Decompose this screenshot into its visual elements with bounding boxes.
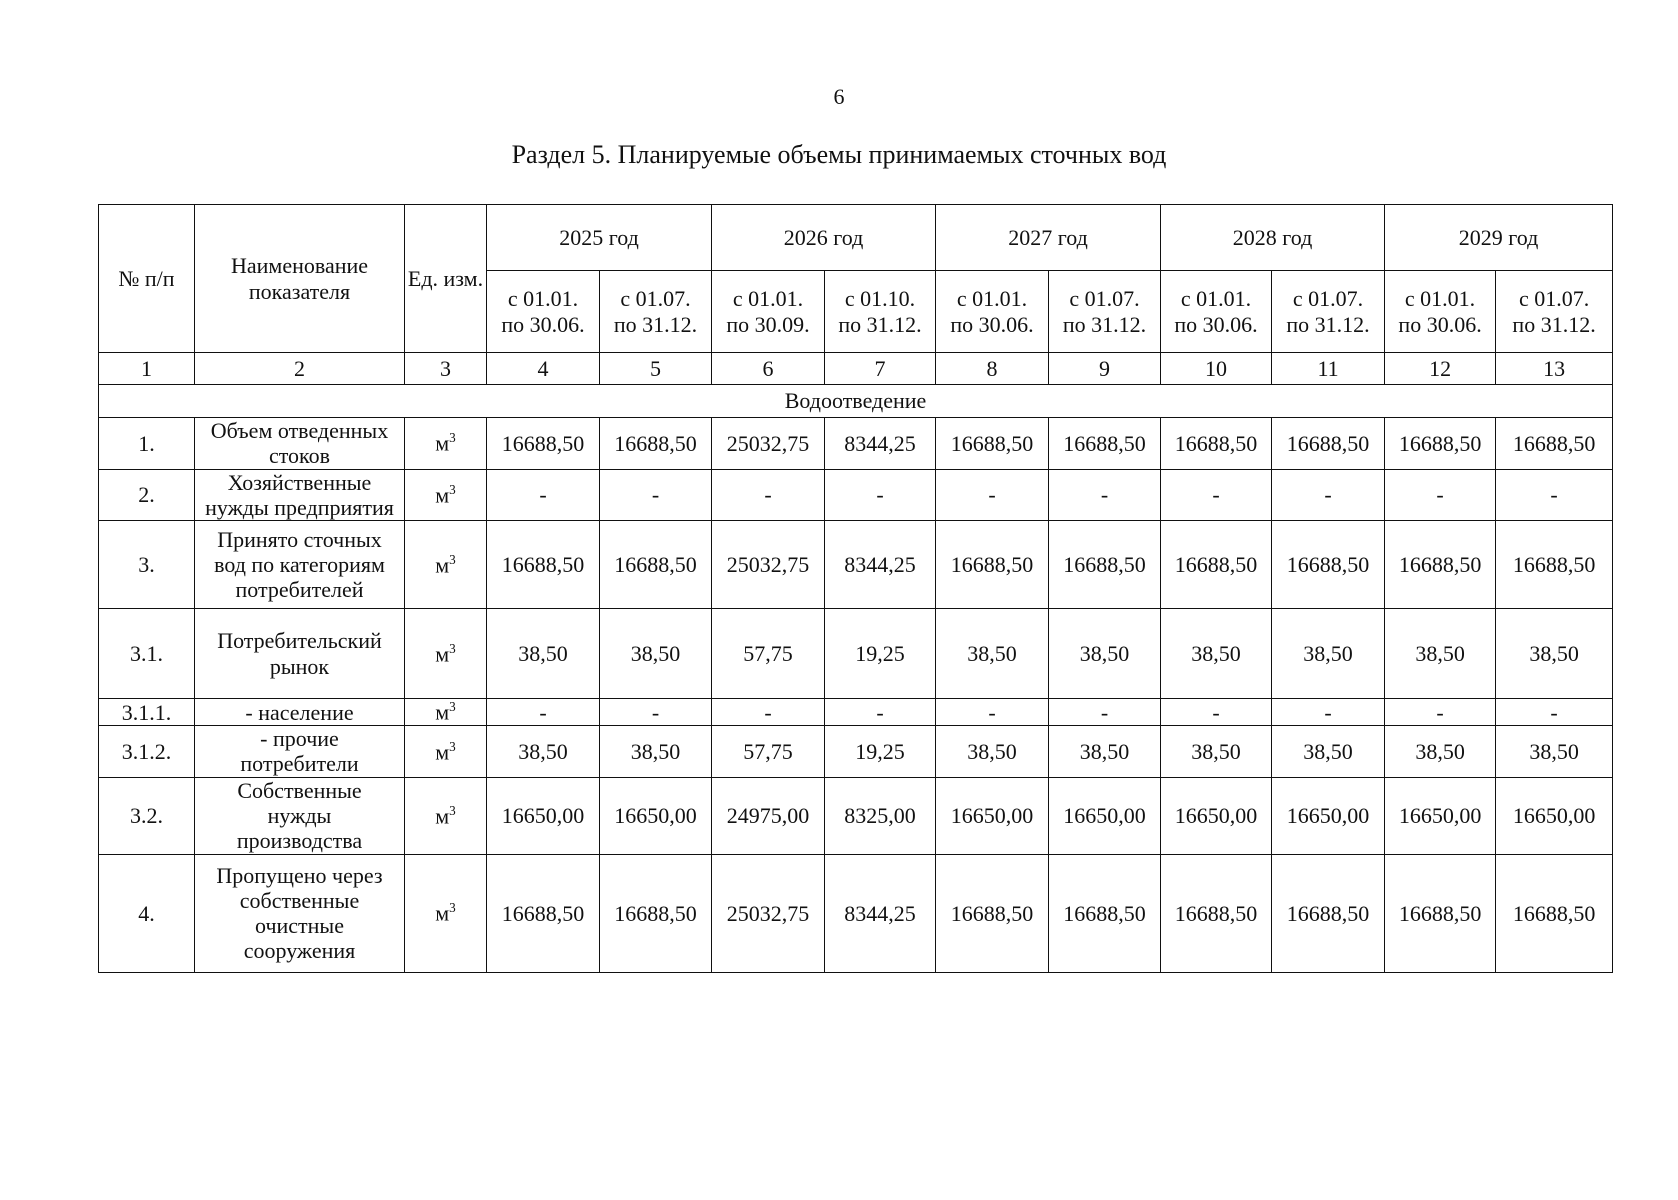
table-row bbox=[99, 699, 1613, 726]
value-cell: 16688,50 bbox=[1161, 418, 1272, 470]
value-cell: 8344,25 bbox=[825, 521, 936, 609]
table-row bbox=[99, 609, 1613, 699]
column-number: 6 bbox=[712, 353, 825, 385]
unit-exponent: 3 bbox=[449, 900, 456, 916]
unit-exponent: 3 bbox=[449, 551, 456, 567]
column-number: 8 bbox=[936, 353, 1049, 385]
indicator-name-line: - прочие bbox=[260, 726, 339, 752]
value-cell: 16688,50 bbox=[1496, 854, 1613, 972]
value-cell: 16650,00 bbox=[1161, 777, 1272, 854]
period-start: с 01.07. bbox=[620, 286, 691, 312]
unit-exponent: 3 bbox=[449, 738, 456, 754]
period-end: по 31.12. bbox=[1512, 311, 1596, 337]
column-number-row bbox=[99, 353, 1613, 385]
unit-base: м bbox=[435, 430, 450, 456]
value-cell: - bbox=[1161, 469, 1272, 521]
value-cell: - bbox=[1161, 699, 1272, 726]
indicator-name-line: Хозяйственные bbox=[227, 469, 372, 495]
indicator-name-line: стоков bbox=[268, 443, 331, 469]
value-cell: 16688,50 bbox=[1272, 418, 1385, 470]
header-period bbox=[1049, 271, 1161, 353]
value-cell: 16688,50 bbox=[487, 854, 600, 972]
indicator-name bbox=[195, 469, 405, 521]
period-start: с 01.01. bbox=[1180, 286, 1252, 312]
indicator-name-line: собственные bbox=[239, 887, 360, 913]
value-cell: 16688,50 bbox=[1496, 418, 1613, 470]
header-period bbox=[936, 271, 1049, 353]
value-cell: - bbox=[1272, 469, 1385, 521]
column-number: 3 bbox=[405, 353, 487, 385]
header-row-years bbox=[99, 205, 1613, 271]
indicator-name bbox=[195, 777, 405, 854]
period-end: по 30.06. bbox=[1174, 311, 1258, 337]
value-cell: - bbox=[712, 469, 825, 521]
unit-base: м bbox=[435, 699, 450, 725]
value-cell: 16650,00 bbox=[1385, 777, 1496, 854]
header-year: 2029 год bbox=[1385, 205, 1613, 271]
row-number: 3. bbox=[99, 521, 195, 609]
period-end: по 30.06. bbox=[950, 311, 1034, 337]
indicator-name-line: потребители bbox=[240, 751, 359, 777]
value-cell: - bbox=[487, 469, 600, 521]
period-end: по 31.12. bbox=[613, 311, 698, 337]
page-number: 6 bbox=[833, 84, 845, 109]
value-cell: 16688,50 bbox=[600, 521, 712, 609]
indicator-name bbox=[195, 854, 405, 972]
period-start: с 01.10. bbox=[844, 286, 916, 312]
header-unit: Ед. изм. bbox=[405, 205, 487, 353]
value-cell: 38,50 bbox=[1161, 609, 1272, 699]
table-row bbox=[99, 418, 1613, 470]
section-label: Водоотведение bbox=[99, 385, 1613, 418]
period-end: по 31.12. bbox=[838, 311, 922, 337]
table-row bbox=[99, 521, 1613, 609]
indicator-name-line: рынок bbox=[269, 653, 330, 679]
value-cell: - bbox=[825, 699, 936, 726]
column-number: 11 bbox=[1272, 353, 1385, 385]
period-start: с 01.07. bbox=[1292, 286, 1364, 312]
header-name: Наименование показателя bbox=[195, 205, 405, 353]
section-title: Раздел 5. Планируемые объемы принимаемых сточных вод bbox=[511, 140, 1167, 169]
value-cell: 16650,00 bbox=[1496, 777, 1613, 854]
column-number: 12 bbox=[1385, 353, 1496, 385]
table-row bbox=[99, 726, 1613, 778]
value-cell: 8344,25 bbox=[825, 418, 936, 470]
table-body bbox=[99, 205, 1613, 973]
value-cell: - bbox=[1272, 699, 1385, 726]
indicator-name-line: Пропущено через bbox=[216, 862, 383, 888]
value-cell: 16688,50 bbox=[600, 854, 712, 972]
indicator-name-line: Принято сточных bbox=[217, 526, 382, 552]
unit-exponent: 3 bbox=[449, 430, 456, 446]
unit-exponent: 3 bbox=[449, 802, 456, 818]
value-cell: 16688,50 bbox=[1385, 521, 1496, 609]
indicator-name bbox=[195, 521, 405, 609]
value-cell: 38,50 bbox=[600, 726, 712, 778]
indicator-name-line: Собственные bbox=[237, 777, 362, 803]
value-cell: 38,50 bbox=[1049, 726, 1161, 778]
header-period bbox=[1272, 271, 1385, 353]
value-cell: 19,25 bbox=[825, 726, 936, 778]
value-cell: 16650,00 bbox=[1272, 777, 1385, 854]
value-cell: 19,25 bbox=[825, 609, 936, 699]
value-cell: 16688,50 bbox=[600, 418, 712, 470]
value-cell: - bbox=[1049, 699, 1161, 726]
header-period bbox=[487, 271, 600, 353]
column-number: 7 bbox=[825, 353, 936, 385]
period-start: с 01.01. bbox=[1404, 286, 1476, 312]
value-cell: - bbox=[712, 699, 825, 726]
value-cell: - bbox=[600, 699, 712, 726]
value-cell: 38,50 bbox=[1385, 609, 1496, 699]
value-cell: 16688,50 bbox=[936, 521, 1049, 609]
unit-base: м bbox=[435, 803, 450, 829]
header-year: 2028 год bbox=[1161, 205, 1385, 271]
indicator-name bbox=[195, 609, 405, 699]
indicator-name-line: Объем отведенных bbox=[210, 418, 389, 443]
value-cell: 16688,50 bbox=[1385, 418, 1496, 470]
period-end: по 30.06. bbox=[1398, 311, 1482, 337]
unit-exponent: 3 bbox=[449, 699, 456, 715]
value-cell: - bbox=[936, 699, 1049, 726]
period-end: по 31.12. bbox=[1286, 311, 1370, 337]
header-num: № п/п bbox=[99, 205, 195, 353]
period-start: с 01.01. bbox=[956, 286, 1028, 312]
value-cell: 24975,00 bbox=[712, 777, 825, 854]
value-cell: 16650,00 bbox=[1049, 777, 1161, 854]
value-cell: 16688,50 bbox=[1161, 854, 1272, 972]
value-cell: 16688,50 bbox=[936, 854, 1049, 972]
column-number: 4 bbox=[487, 353, 600, 385]
value-cell: - bbox=[1496, 699, 1613, 726]
value-cell: 16650,00 bbox=[487, 777, 600, 854]
value-cell: - bbox=[487, 699, 600, 726]
header-period bbox=[600, 271, 712, 353]
value-cell: 38,50 bbox=[936, 609, 1049, 699]
unit-cell bbox=[405, 469, 487, 521]
value-cell: 16688,50 bbox=[1272, 854, 1385, 972]
header-year: 2025 год bbox=[487, 205, 712, 271]
indicator-name-line: очистные bbox=[255, 913, 344, 939]
indicator-name-line: сооружения bbox=[243, 938, 356, 964]
row-number: 3.1.2. bbox=[99, 726, 195, 778]
unit-base: м bbox=[435, 739, 450, 764]
period-start: с 01.07. bbox=[1069, 286, 1140, 312]
column-number: 9 bbox=[1049, 353, 1161, 385]
unit-base: м bbox=[435, 552, 450, 578]
value-cell: 38,50 bbox=[1161, 726, 1272, 778]
unit-base: м bbox=[435, 482, 450, 508]
period-start: с 01.07. bbox=[1518, 286, 1590, 312]
planned-volumes-table bbox=[98, 204, 1613, 973]
unit-cell bbox=[405, 777, 487, 854]
unit-cell bbox=[405, 699, 487, 726]
column-number: 13 bbox=[1496, 353, 1613, 385]
indicator-name-line: нужды предприятия bbox=[205, 494, 394, 520]
value-cell: 38,50 bbox=[1272, 609, 1385, 699]
value-cell: - bbox=[600, 469, 712, 521]
value-cell: 25032,75 bbox=[712, 854, 825, 972]
value-cell: 16688,50 bbox=[487, 418, 600, 470]
value-cell: 16688,50 bbox=[1272, 521, 1385, 609]
row-number: 3.1.1. bbox=[99, 699, 195, 726]
header-period bbox=[1161, 271, 1272, 353]
value-cell: 16688,50 bbox=[1385, 854, 1496, 972]
value-cell: 38,50 bbox=[487, 726, 600, 778]
row-number: 3.1. bbox=[99, 609, 195, 699]
value-cell: - bbox=[825, 469, 936, 521]
unit-cell bbox=[405, 418, 487, 470]
unit-cell bbox=[405, 521, 487, 609]
row-number: 2. bbox=[99, 469, 195, 521]
value-cell: 38,50 bbox=[600, 609, 712, 699]
value-cell: - bbox=[936, 469, 1049, 521]
unit-base: м bbox=[435, 900, 450, 926]
value-cell: 38,50 bbox=[1496, 726, 1613, 778]
value-cell: 16688,50 bbox=[1049, 521, 1161, 609]
value-cell: 25032,75 bbox=[712, 418, 825, 470]
indicator-name-line: потребителей bbox=[235, 577, 364, 603]
header-period bbox=[1385, 271, 1496, 353]
unit-exponent: 3 bbox=[449, 482, 456, 498]
column-number: 10 bbox=[1161, 353, 1272, 385]
header-year: 2026 год bbox=[712, 205, 936, 271]
header-year: 2027 год bbox=[936, 205, 1161, 271]
section-row bbox=[99, 385, 1613, 418]
value-cell: 8344,25 bbox=[825, 854, 936, 972]
header-period bbox=[712, 271, 825, 353]
value-cell: 38,50 bbox=[936, 726, 1049, 778]
value-cell: - bbox=[1049, 469, 1161, 521]
unit-cell bbox=[405, 854, 487, 972]
period-end: по 31.12. bbox=[1062, 311, 1147, 337]
value-cell: 8325,00 bbox=[825, 777, 936, 854]
value-cell: 25032,75 bbox=[712, 521, 825, 609]
column-number: 1 bbox=[99, 353, 195, 385]
value-cell: 57,75 bbox=[712, 726, 825, 778]
table-row bbox=[99, 777, 1613, 854]
indicator-name-line: - население bbox=[245, 699, 354, 725]
period-end: по 30.09. bbox=[726, 311, 810, 337]
period-start: с 01.01. bbox=[507, 286, 579, 312]
period-start: с 01.01. bbox=[732, 286, 804, 312]
column-number: 2 bbox=[195, 353, 405, 385]
unit-exponent: 3 bbox=[449, 640, 456, 656]
value-cell: 16688,50 bbox=[1049, 854, 1161, 972]
value-cell: 38,50 bbox=[1272, 726, 1385, 778]
value-cell: 16688,50 bbox=[1496, 521, 1613, 609]
unit-base: м bbox=[435, 641, 450, 667]
value-cell: - bbox=[1385, 699, 1496, 726]
value-cell: 38,50 bbox=[487, 609, 600, 699]
indicator-name bbox=[195, 418, 405, 470]
row-number: 4. bbox=[99, 854, 195, 972]
value-cell: 57,75 bbox=[712, 609, 825, 699]
period-end: по 30.06. bbox=[501, 311, 585, 337]
value-cell: 16650,00 bbox=[936, 777, 1049, 854]
column-number: 5 bbox=[600, 353, 712, 385]
indicator-name-line: Потребительский bbox=[217, 628, 382, 654]
indicator-name-line: производства bbox=[236, 828, 363, 854]
value-cell: 16688,50 bbox=[1049, 418, 1161, 470]
value-cell: - bbox=[1385, 469, 1496, 521]
unit-cell bbox=[405, 609, 487, 699]
indicator-name bbox=[195, 699, 405, 726]
value-cell: 16688,50 bbox=[487, 521, 600, 609]
row-number: 3.2. bbox=[99, 777, 195, 854]
header-period bbox=[825, 271, 936, 353]
indicator-name-line: вод по категориям bbox=[214, 552, 385, 578]
table-row bbox=[99, 469, 1613, 521]
header-period bbox=[1496, 271, 1613, 353]
value-cell: 38,50 bbox=[1049, 609, 1161, 699]
indicator-name-line: нужды bbox=[267, 803, 332, 829]
row-number: 1. bbox=[99, 418, 195, 470]
value-cell: 16688,50 bbox=[936, 418, 1049, 470]
indicator-name bbox=[195, 726, 405, 778]
value-cell: 16650,00 bbox=[600, 777, 712, 854]
value-cell: 16688,50 bbox=[1161, 521, 1272, 609]
value-cell: 38,50 bbox=[1385, 726, 1496, 778]
unit-cell bbox=[405, 726, 487, 778]
value-cell: 38,50 bbox=[1496, 609, 1613, 699]
table-row bbox=[99, 854, 1613, 972]
value-cell: - bbox=[1496, 469, 1613, 521]
